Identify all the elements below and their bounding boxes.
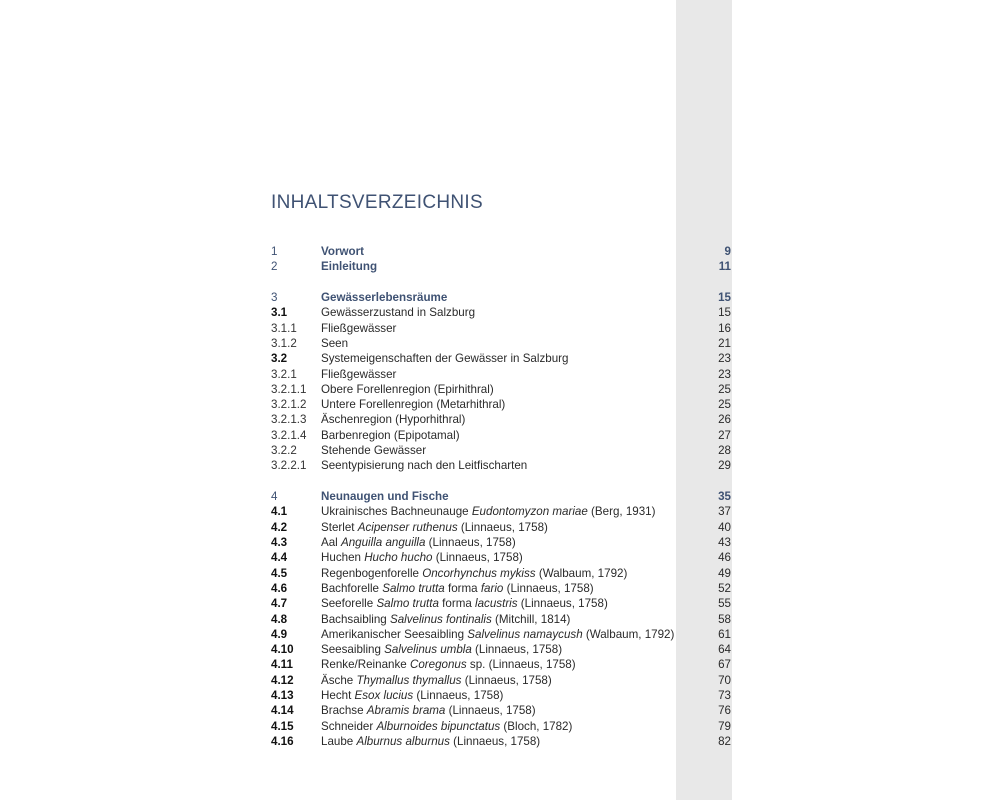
toc-entry-number: 3.2.1.4 [271, 428, 307, 442]
toc-entry-title-text: Äschenregion (Hyporhithral) [321, 413, 466, 427]
toc-entry-title [321, 382, 494, 397]
toc-entry-number: 4.8 [271, 612, 288, 626]
toc-entry[interactable] [271, 244, 731, 259]
toc-entry-title-text: (Berg, 1931) [587, 505, 656, 519]
toc-entry-page: 23 [718, 367, 731, 381]
toc-entry-title-text: Untere Forellenregion (Metarhithral) [321, 398, 506, 412]
toc-entry-title [321, 443, 426, 458]
toc-entry-number: 4.16 [271, 734, 294, 748]
toc-entry-title-italic: Abramis brama [366, 704, 446, 718]
toc-entry[interactable] [271, 627, 731, 642]
toc-entry-title-text: (Linnaeus, 1758) [445, 704, 536, 718]
toc-entry-page: 28 [718, 444, 731, 458]
toc-entry-title [321, 596, 608, 611]
toc-entry-page: 35 [718, 490, 731, 504]
toc-entry-page: 25 [718, 398, 731, 412]
toc-entry-title-text: (Bloch, 1782) [500, 719, 573, 733]
toc-entry-page: 37 [718, 505, 731, 519]
toc-entry-title [321, 566, 627, 581]
toc-entry-title-text: Amerikanischer Seesaibling [321, 627, 468, 641]
toc-entry-number: 3.2.2 [271, 444, 297, 458]
toc-entry-title [321, 504, 656, 519]
toc-entry-title [321, 673, 552, 688]
toc-entry-number: 3.2.1.3 [271, 413, 307, 427]
toc-entry-title-text: Bachsaibling [321, 612, 390, 626]
toc-entry-title-text: Seentypisierung nach den Leitfischarten [321, 459, 528, 473]
toc-entry-title [321, 244, 364, 259]
toc-entry[interactable] [271, 535, 731, 550]
toc-entry[interactable] [271, 719, 731, 734]
toc-entry-title [321, 336, 348, 351]
toc-entry-title-text: (Linnaeus, 1758) [503, 581, 594, 595]
toc-entry-number: 3.2.1 [271, 367, 297, 381]
toc-entry[interactable] [271, 351, 731, 366]
toc-entry-title-italic: Eudontomyzon mariae [471, 505, 588, 519]
toc-entry-title-italic: fario [480, 581, 504, 595]
toc-entry-title-text: (Linnaeus, 1758) [449, 734, 541, 748]
toc-entry-title [321, 688, 503, 703]
toc-entry-title-text: Äsche [321, 673, 357, 687]
toc-entry-page: 82 [718, 734, 731, 748]
toc-entry-number: 4.12 [271, 673, 294, 687]
toc-entry-title-italic: Esox lucius [354, 689, 414, 703]
toc-entry-page: 43 [718, 536, 731, 550]
toc-entry[interactable] [271, 703, 731, 718]
toc-entry-page: 27 [718, 428, 731, 442]
toc-entry-page: 76 [718, 704, 731, 718]
toc-entry-title [321, 458, 527, 473]
toc-entry-title-text: Vorwort [321, 245, 364, 258]
toc-entry[interactable] [271, 688, 731, 703]
toc-entry[interactable] [271, 657, 731, 672]
toc-entry-title-italic: Salvelinus umbla [384, 643, 472, 657]
toc-entry[interactable] [271, 489, 731, 504]
toc-entry-title-text: sp. (Linnaeus, 1758) [466, 658, 576, 672]
toc-entry-number: 4.11 [271, 658, 293, 672]
toc-entry[interactable] [271, 305, 731, 320]
toc-entry[interactable] [271, 642, 731, 657]
toc-entry-title [321, 489, 449, 504]
toc-entry-title-text: Seen [321, 336, 349, 350]
toc-entry-title-italic: Salmo trutta [376, 597, 439, 611]
toc-entry-page: 79 [718, 719, 731, 733]
toc-entry-number: 3.1.2 [271, 336, 297, 350]
toc-entry-title-text: Systemeigenschaften der Gewässer in Salzburg [321, 352, 569, 366]
toc-entry-title [321, 520, 548, 535]
toc-entry-number: 1 [271, 245, 278, 258]
toc-entry[interactable] [271, 734, 731, 749]
toc-entry-title-text: (Linnaeus, 1758) [461, 673, 552, 687]
toc-entry-title-text: forma [444, 581, 481, 595]
toc-entry-number: 3.2.1.2 [271, 398, 307, 412]
toc-entry-title-text: Barbenregion (Epipotamal) [321, 428, 460, 442]
toc-entry-title [321, 397, 505, 412]
toc-entry-number: 4.14 [271, 704, 294, 718]
toc-entry-page: 61 [718, 627, 731, 641]
toc-entry-title-text: Gewässerzustand in Salzburg [321, 306, 476, 320]
toc-entry-title-italic: lacustris [475, 597, 518, 611]
toc-entry-number: 4.1 [271, 505, 288, 519]
toc-entry[interactable] [271, 336, 731, 351]
toc-entry-page: 21 [718, 336, 731, 350]
toc-entry[interactable] [271, 673, 731, 688]
toc-entry[interactable] [271, 412, 731, 427]
toc-entry-title-text: (Linnaeus, 1758) [413, 689, 504, 703]
toc-entry-title-text: Regenbogenforelle [321, 566, 423, 580]
toc-entry-title [321, 719, 572, 734]
toc-entry-page: 16 [718, 321, 731, 335]
toc-entry-title-text: Aal [321, 536, 341, 550]
toc-entry-number: 3.1.1 [271, 321, 297, 335]
toc-entry-title-italic: Oncorhynchus mykiss [422, 566, 536, 580]
toc-entry-title [321, 367, 396, 382]
toc-entry-title-italic: Hucho hucho [364, 551, 433, 565]
toc-entry-title [321, 703, 536, 718]
toc-entry-number: 3 [271, 291, 278, 305]
toc-entry-number: 2 [271, 260, 278, 274]
toc-entry-title-text: Ukrainisches Bachneunauge [321, 505, 472, 519]
toc-entry-number: 4.2 [271, 520, 288, 534]
toc-entry-title-text: Schneider [321, 719, 377, 733]
table-of-contents [271, 244, 731, 765]
toc-section [271, 489, 731, 749]
toc-entry[interactable] [271, 443, 731, 458]
toc-entry-title-text: (Linnaeus, 1758) [517, 597, 608, 611]
toc-entry-title [321, 290, 447, 305]
toc-entry-title-text: Brachse [321, 704, 367, 718]
toc-entry-page: 46 [718, 551, 731, 565]
toc-entry-title [321, 321, 396, 336]
toc-entry-number: 3.1 [271, 306, 288, 320]
toc-entry-title [321, 657, 576, 672]
toc-entry-page: 15 [718, 306, 731, 320]
toc-entry-page: 9 [724, 245, 731, 258]
toc-entry-title-text: Huchen [321, 551, 365, 565]
toc-entry-title-text: Seesaibling [321, 643, 385, 657]
toc-entry-title-text: (Linnaeus, 1758) [471, 643, 563, 657]
toc-entry-title [321, 581, 594, 596]
toc-entry-title-text: (Linnaeus, 1758) [432, 551, 523, 565]
toc-entry-page: 73 [718, 689, 731, 703]
toc-entry-title [321, 412, 465, 427]
toc-entry-title-text: Stehende Gewässer [321, 444, 427, 458]
toc-entry-title-text: Fließgewässer [321, 367, 397, 381]
toc-entry[interactable] [271, 566, 731, 581]
toc-entry-page: 55 [718, 597, 731, 611]
toc-entry-number: 3.2.2.1 [271, 459, 307, 473]
toc-entry-title-italic: Anguilla anguilla [340, 536, 426, 550]
toc-entry-title [321, 734, 540, 749]
toc-entry-title [321, 259, 377, 274]
toc-entry-title-text: Neunaugen und Fische [321, 490, 449, 504]
toc-entry-page: 26 [718, 413, 731, 427]
toc-section [271, 244, 731, 275]
toc-entry-number: 4 [271, 490, 278, 504]
toc-entry-number: 4.10 [271, 643, 294, 657]
toc-entry-number: 4.7 [271, 597, 288, 611]
toc-entry-title [321, 550, 523, 565]
toc-entry-title-italic: Salmo trutta [382, 581, 445, 595]
toc-entry-title [321, 612, 570, 627]
toc-entry-page: 49 [718, 566, 731, 580]
toc-entry-page: 11 [718, 260, 731, 274]
toc-entry-title [321, 535, 516, 550]
toc-entry-number: 4.4 [271, 551, 288, 565]
toc-entry-page: 15 [718, 291, 731, 305]
toc-entry-page: 67 [718, 658, 731, 672]
toc-entry[interactable] [271, 367, 731, 382]
toc-entry-page: 52 [718, 581, 731, 595]
toc-entry[interactable] [271, 290, 731, 305]
toc-entry-page: 29 [718, 459, 731, 473]
toc-entry[interactable] [271, 428, 731, 443]
toc-entry-title [321, 351, 568, 366]
toc-entry-title-text: Renke/Reinanke [321, 658, 410, 672]
toc-entry-title-italic: Coregonus [409, 658, 467, 672]
toc-entry[interactable] [271, 520, 731, 535]
toc-entry[interactable] [271, 550, 731, 565]
toc-entry-page: 23 [718, 352, 731, 366]
toc-entry-title-text: (Mitchill, 1814) [491, 612, 571, 626]
toc-entry-title-text: Sterlet [321, 520, 358, 534]
toc-entry-title-text: (Linnaeus, 1758) [457, 520, 548, 534]
page-title: INHALTSVERZEICHNIS [271, 192, 483, 213]
toc-entry-title-text: Gewässerlebensräume [321, 291, 448, 305]
toc-entry-number: 4.3 [271, 536, 288, 550]
toc-entry-number: 4.15 [271, 719, 294, 733]
toc-entry[interactable] [271, 382, 731, 397]
toc-entry-title-italic: Salvelinus namaycush [467, 627, 583, 641]
toc-entry-title-text: Seeforelle [321, 597, 377, 611]
toc-entry-title-text: forma [438, 597, 476, 611]
toc-entry-number: 4.9 [271, 627, 288, 641]
toc-entry-number: 4.6 [271, 581, 288, 595]
toc-entry-page: 40 [718, 520, 731, 534]
toc-entry-number: 4.13 [271, 689, 294, 703]
toc-entry-title-text: Hecht [321, 689, 355, 703]
toc-entry[interactable] [271, 259, 731, 274]
toc-entry-title-text: Obere Forellenregion (Epirhithral) [321, 382, 494, 396]
toc-entry[interactable] [271, 321, 731, 336]
toc-entry-title [321, 627, 674, 642]
toc-entry-number: 3.2.1.1 [271, 382, 307, 396]
toc-entry-title-text: Einleitung [321, 260, 378, 274]
toc-entry-title-text: Fließgewässer [321, 321, 397, 335]
toc-entry-title-text: (Linnaeus, 1758) [425, 536, 516, 550]
toc-entry-title-italic: Alburnus alburnus [356, 734, 450, 748]
toc-entry-title [321, 305, 475, 320]
toc-entry-number: 4.5 [271, 566, 288, 580]
toc-entry[interactable] [271, 612, 731, 627]
toc-entry-page: 25 [718, 382, 731, 396]
toc-entry-title-text: (Walbaum, 1792) [582, 627, 675, 641]
toc-entry-title-italic: Thymallus thymallus [356, 673, 462, 687]
toc-entry-title-text: Laube [321, 734, 357, 748]
toc-entry-number: 3.2 [271, 352, 288, 366]
toc-entry[interactable] [271, 397, 731, 412]
toc-entry-title-italic: Acipenser ruthenus [357, 520, 458, 534]
toc-section [271, 290, 731, 474]
toc-entry-title [321, 428, 460, 443]
toc-entry-title-italic: Alburnoides bipunctatus [376, 719, 501, 733]
toc-entry-page: 58 [718, 612, 731, 626]
toc-entry-title-text: (Walbaum, 1792) [535, 566, 628, 580]
toc-entry-page: 64 [718, 643, 731, 657]
toc-entry[interactable] [271, 596, 731, 611]
toc-entry[interactable] [271, 581, 731, 596]
toc-entry-title [321, 642, 562, 657]
toc-entry-page: 70 [718, 673, 731, 687]
toc-entry-title-italic: Salvelinus fontinalis [389, 612, 492, 626]
toc-entry[interactable] [271, 504, 731, 519]
toc-entry[interactable] [271, 458, 731, 473]
toc-entry-title-text: Bachforelle [321, 581, 383, 595]
